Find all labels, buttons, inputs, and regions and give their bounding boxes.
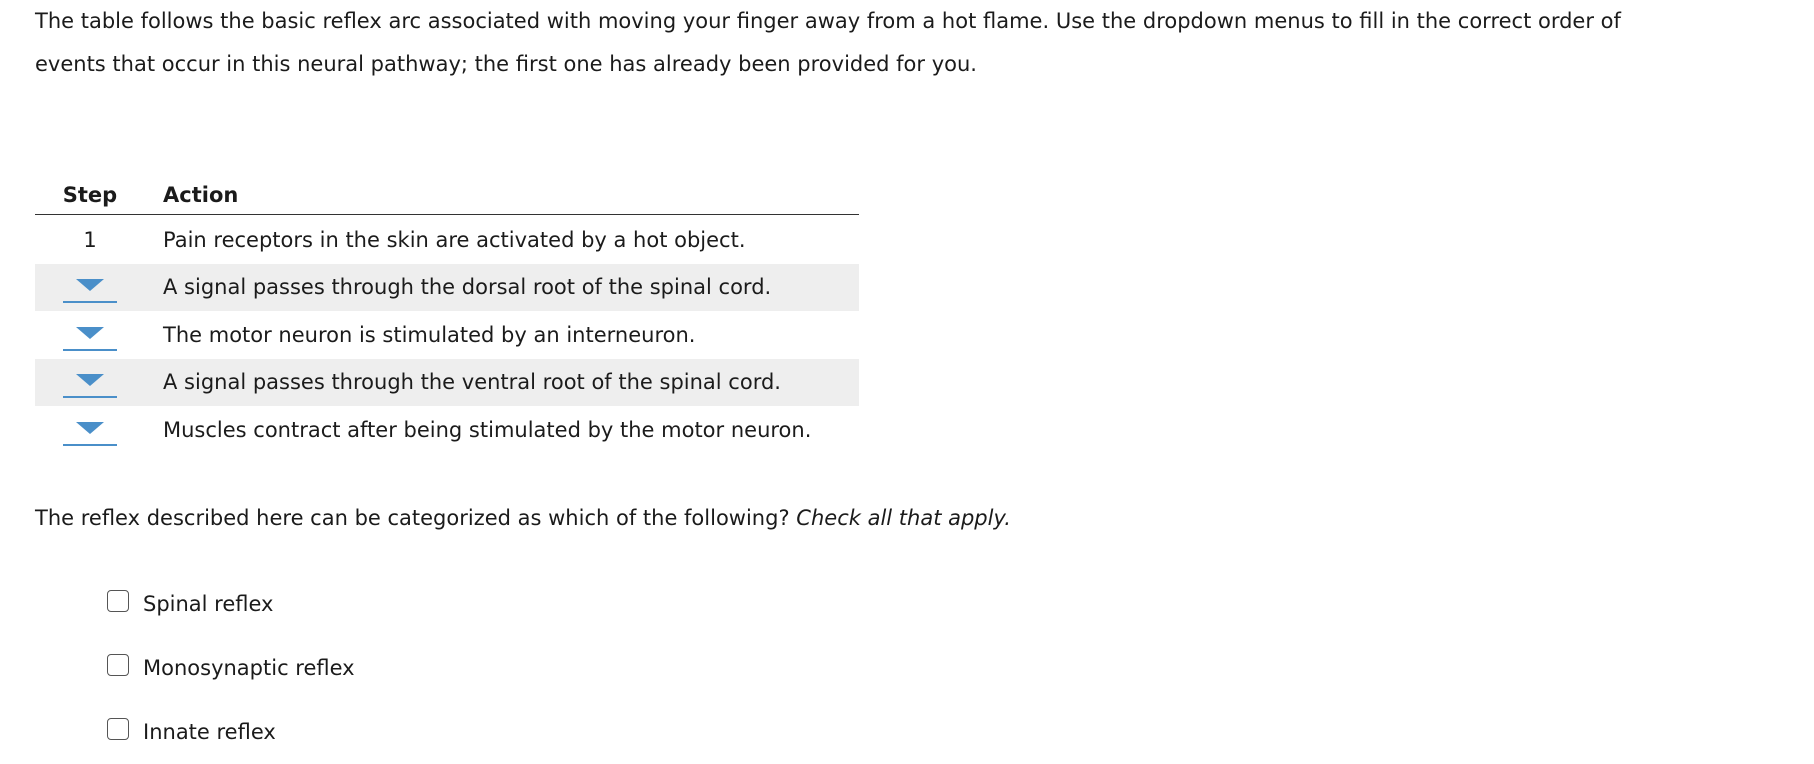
- table-header: [35, 176, 859, 215]
- step-cell: [35, 271, 145, 303]
- option-innate-reflex[interactable]: [107, 700, 355, 764]
- caret-down-icon: [76, 422, 104, 434]
- reflex-question: [35, 500, 1011, 536]
- action-text: Muscles contract after being stimulated by the motor neuron.: [163, 417, 812, 442]
- question-instruction: Check all that apply.: [796, 506, 1011, 530]
- option-monosynaptic-reflex[interactable]: [107, 636, 355, 700]
- step-cell: [35, 319, 145, 351]
- instructions-line-2: events that occur in this neural pathway; the first one has already been provided for you.: [35, 52, 977, 76]
- table-row: [35, 311, 859, 359]
- option-label: Monosynaptic reflex: [143, 656, 355, 680]
- step-dropdown[interactable]: [63, 271, 117, 303]
- reflex-steps-table: [35, 176, 859, 454]
- step-cell: [35, 366, 145, 398]
- reflex-options: [107, 572, 355, 764]
- innate-reflex-checkbox[interactable]: [107, 718, 129, 740]
- table-row: [35, 359, 859, 407]
- table-row: [35, 264, 859, 312]
- action-text: A signal passes through the dorsal root of the spinal cord.: [163, 275, 772, 300]
- caret-down-icon: [76, 327, 104, 339]
- caret-down-icon: [76, 279, 104, 291]
- step-dropdown[interactable]: [63, 319, 117, 351]
- action-text: Pain receptors in the skin are activated by a hot object.: [163, 227, 746, 252]
- step-cell: [35, 414, 145, 446]
- step-dropdown[interactable]: [63, 366, 117, 398]
- instructions-line-1: The table follows the basic reflex arc associated with moving your finger away from a hot flame. Use the dropdown menus to fill in the correct order of: [35, 9, 1621, 33]
- action-text: A signal passes through the ventral root of the spinal cord.: [163, 370, 781, 395]
- option-label: Innate reflex: [143, 720, 276, 744]
- step-dropdown[interactable]: [63, 414, 117, 446]
- action-text: The motor neuron is stimulated by an interneuron.: [163, 322, 696, 347]
- question-text: The reflex described here can be categorized as which of the following?: [35, 506, 790, 530]
- option-label: Spinal reflex: [143, 592, 274, 616]
- table-row: [35, 216, 859, 264]
- table-row: [35, 406, 859, 454]
- step-column-header: Step: [62, 183, 118, 207]
- step-number: 1: [83, 227, 97, 252]
- monosynaptic-reflex-checkbox[interactable]: [107, 654, 129, 676]
- action-column-header: Action: [163, 183, 239, 207]
- spinal-reflex-checkbox[interactable]: [107, 590, 129, 612]
- caret-down-icon: [76, 374, 104, 386]
- option-spinal-reflex[interactable]: [107, 572, 355, 636]
- instructions-paragraph: [35, 0, 1775, 86]
